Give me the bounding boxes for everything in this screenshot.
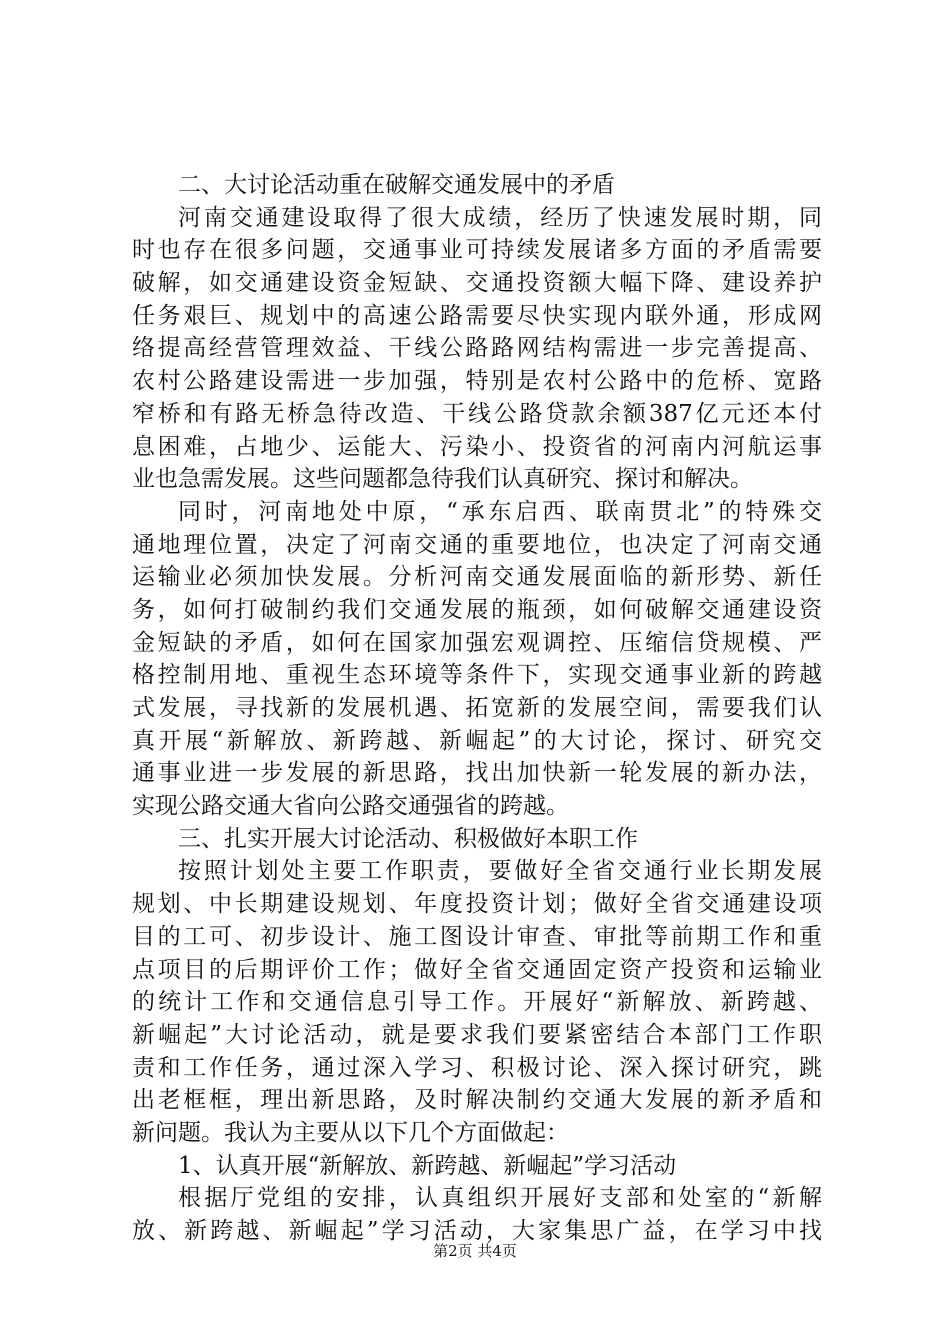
text-line: 业也急需发展。这些问题都急待我们认真研究、探讨和解决。 <box>132 466 753 493</box>
text-line: 二、大讨论活动重在破解交通发展中的矛盾 <box>178 172 615 198</box>
text-line: 三、扎实开展大讨论活动、积极做好本职工作 <box>178 825 638 852</box>
text-line: 破解，如交通建设资金短缺、交通投资额大幅下降、建设养护 <box>132 270 822 297</box>
text-line: 任务艰巨、规划中的高速公路需要尽快实现内联外通，形成网 <box>132 302 822 329</box>
text-line: 真开展“新解放、新跨越、新崛起”的大讨论，探讨、研究交 <box>132 727 822 754</box>
text-line: 农村公路建设需进一步加强，特别是农村公路中的危桥、宽路 <box>132 368 822 395</box>
text-line: 根据厅党组的安排，认真组织开展好支部和处室的“新解 <box>178 1185 822 1212</box>
text-line: 式发展，寻找新的发展机遇、拓宽新的发展空间，需要我们认 <box>132 695 822 721</box>
text-line: 1、认真开展“新解放、新跨越、新崛起”学习活动 <box>178 1152 677 1179</box>
text-line: 格控制用地、重视生态环境等条件下，实现交通事业新的跨越 <box>132 662 822 689</box>
text-line: 放、新跨越、新崛起”学习活动，大家集思广益，在学习中找 <box>132 1218 822 1244</box>
text-line: 出老框框，理出新思路，及时解决制约交通大发展的新矛盾和 <box>132 1087 822 1114</box>
document-body <box>132 169 822 1248</box>
text-line: 实现公路交通大省向公路交通强省的跨越。 <box>132 793 569 820</box>
text-line: 规划、中长期建设规划、年度投资计划；做好全省交通建设项 <box>132 891 822 918</box>
text-line: 通地理位置，决定了河南交通的重要地位，也决定了河南交通 <box>132 531 822 558</box>
text-line: 金短缺的矛盾，如何在国家加强宏观调控、压缩信贷规模、严 <box>132 629 822 656</box>
text-line: 络提高经营管理效益、干线公路路网结构需进一步完善提高、 <box>132 335 822 362</box>
text-line: 同时，河南地处中原，“承东启西、联南贯北”的特殊交 <box>178 498 822 525</box>
text-line: 责和工作任务，通过深入学习、积极讨论、深入探讨研究，跳 <box>132 1054 822 1081</box>
text-line: 通事业进一步发展的新思路，找出加快新一轮发展的新办法， <box>132 760 822 787</box>
text-line: 窄桥和有路无桥急待改造、干线公路贷款余额387亿元还本付 <box>132 400 822 427</box>
page-footer: 第2页 共4页 <box>433 1242 517 1260</box>
text-line: 新崛起”大讨论活动，就是要求我们要紧密结合本部门工作职 <box>132 1021 822 1048</box>
text-line: 点项目的后期评价工作；做好全省交通固定资产投资和运输业 <box>132 956 822 983</box>
text-line: 务，如何打破制约我们交通发展的瓶颈，如何破解交通建设资 <box>132 596 822 623</box>
text-line: 按照计划处主要工作职责，要做好全省交通行业长期发展 <box>178 858 822 885</box>
text-line: 运输业必须加快发展。分析河南交通发展面临的新形势、新任 <box>132 564 822 591</box>
text-line: 息困难，占地少、运能大、污染小、投资省的河南内河航运事 <box>132 433 822 460</box>
text-line: 时也存在很多问题，交通事业可持续发展诸多方面的矛盾需要 <box>132 237 822 264</box>
text-line: 的统计工作和交通信息引导工作。开展好“新解放、新跨越、 <box>132 989 822 1016</box>
text-line: 目的工可、初步设计、施工图设计审查、审批等前期工作和重 <box>132 923 822 950</box>
text-line: 河南交通建设取得了很大成绩，经历了快速发展时期，同 <box>178 204 822 231</box>
text-line: 新问题。我认为主要从以下几个方面做起： <box>132 1119 569 1146</box>
